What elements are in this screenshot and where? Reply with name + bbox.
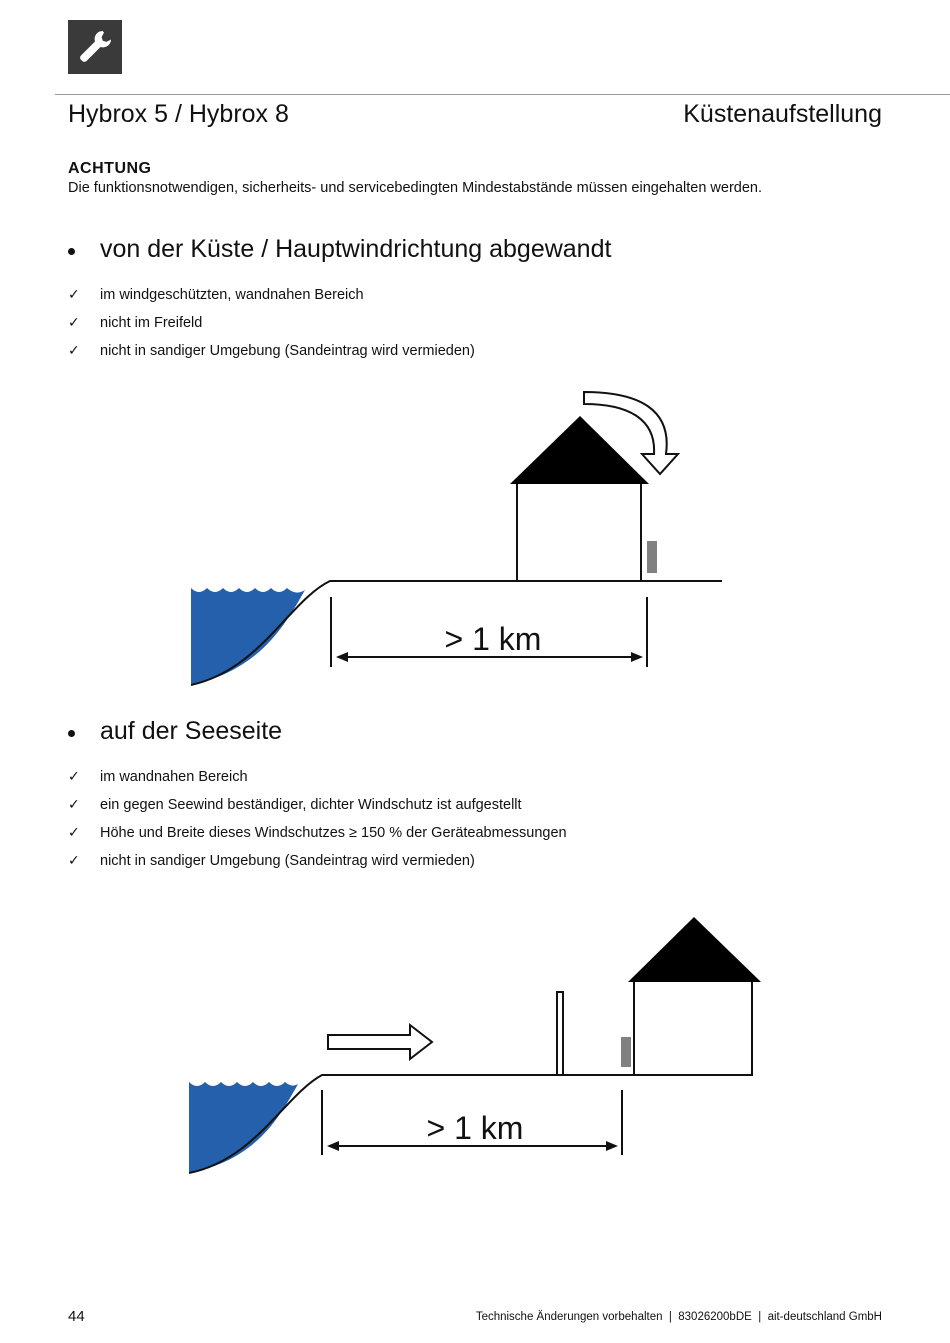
- warning-heading: ACHTUNG: [68, 160, 152, 177]
- section-title: Küstenaufstellung: [683, 100, 882, 128]
- section-2-heading: [68, 717, 282, 746]
- checkmark-icon: ✓: [68, 797, 80, 813]
- page-number: 44: [68, 1308, 85, 1325]
- list-item: [68, 287, 364, 303]
- wrench-icon-badge: [68, 20, 122, 74]
- sea-water: [189, 1082, 298, 1173]
- heat-pump-unit: [647, 541, 657, 573]
- section-1-title: von der Küste / Hauptwindrichtung abgewandt: [100, 235, 612, 263]
- list-item-text: im wandnahen Bereich: [100, 769, 248, 785]
- list-item-text: Höhe und Breite dieses Windschutzes ≥ 150 % der Geräteabmessungen: [100, 825, 567, 841]
- list-item: [68, 825, 567, 841]
- figure-leeward-placement: [0, 380, 950, 700]
- sea-water: [191, 588, 305, 685]
- list-item-text: im windgeschützten, wandnahen Bereich: [100, 287, 364, 303]
- distance-label: > 1 km: [426, 1110, 524, 1146]
- sea-wind-arrow-icon: [328, 1025, 432, 1059]
- house-icon: [510, 416, 649, 581]
- list-item: [68, 797, 522, 813]
- document-title: Hybrox 5 / Hybrox 8: [68, 100, 289, 128]
- wind-barrier: [557, 992, 563, 1075]
- header-divider: [55, 94, 950, 95]
- bullet-icon: [68, 730, 75, 737]
- list-item-text: nicht im Freifeld: [100, 315, 203, 331]
- list-item: [68, 315, 202, 331]
- checkmark-icon: ✓: [68, 825, 80, 841]
- section-2-title: auf der Seeseite: [100, 717, 283, 745]
- section-1-heading: [68, 235, 611, 264]
- distance-label: > 1 km: [444, 621, 542, 657]
- checkmark-icon: ✓: [68, 343, 80, 359]
- list-item: [68, 343, 475, 359]
- checkmark-icon: ✓: [68, 287, 80, 303]
- list-item-text: nicht in sandiger Umgebung (Sandeintrag wird vermieden): [100, 853, 475, 869]
- checkmark-icon: ✓: [68, 315, 80, 331]
- list-item: [68, 853, 475, 869]
- figure-seaside-placement: [0, 905, 950, 1185]
- list-item-text: ein gegen Seewind beständiger, dichter Windschutz ist aufgestellt: [100, 797, 522, 813]
- list-item-text: nicht in sandiger Umgebung (Sandeintrag wird vermieden): [100, 343, 475, 359]
- warning-text: Die funktionsnotwendigen, sicherheits- und servicebedingten Mindestabstände müssen eingehalten werden.: [68, 180, 763, 196]
- heat-pump-unit: [621, 1037, 631, 1067]
- wrench-icon: [75, 27, 115, 67]
- bullet-icon: [68, 248, 75, 255]
- house-icon: [628, 917, 761, 1075]
- footer-note: Technische Änderungen vorbehalten | 83026200bDE | ait-deutschland GmbH: [475, 1311, 882, 1323]
- list-item: [68, 769, 248, 785]
- checkmark-icon: ✓: [68, 769, 80, 785]
- checkmark-icon: ✓: [68, 853, 80, 869]
